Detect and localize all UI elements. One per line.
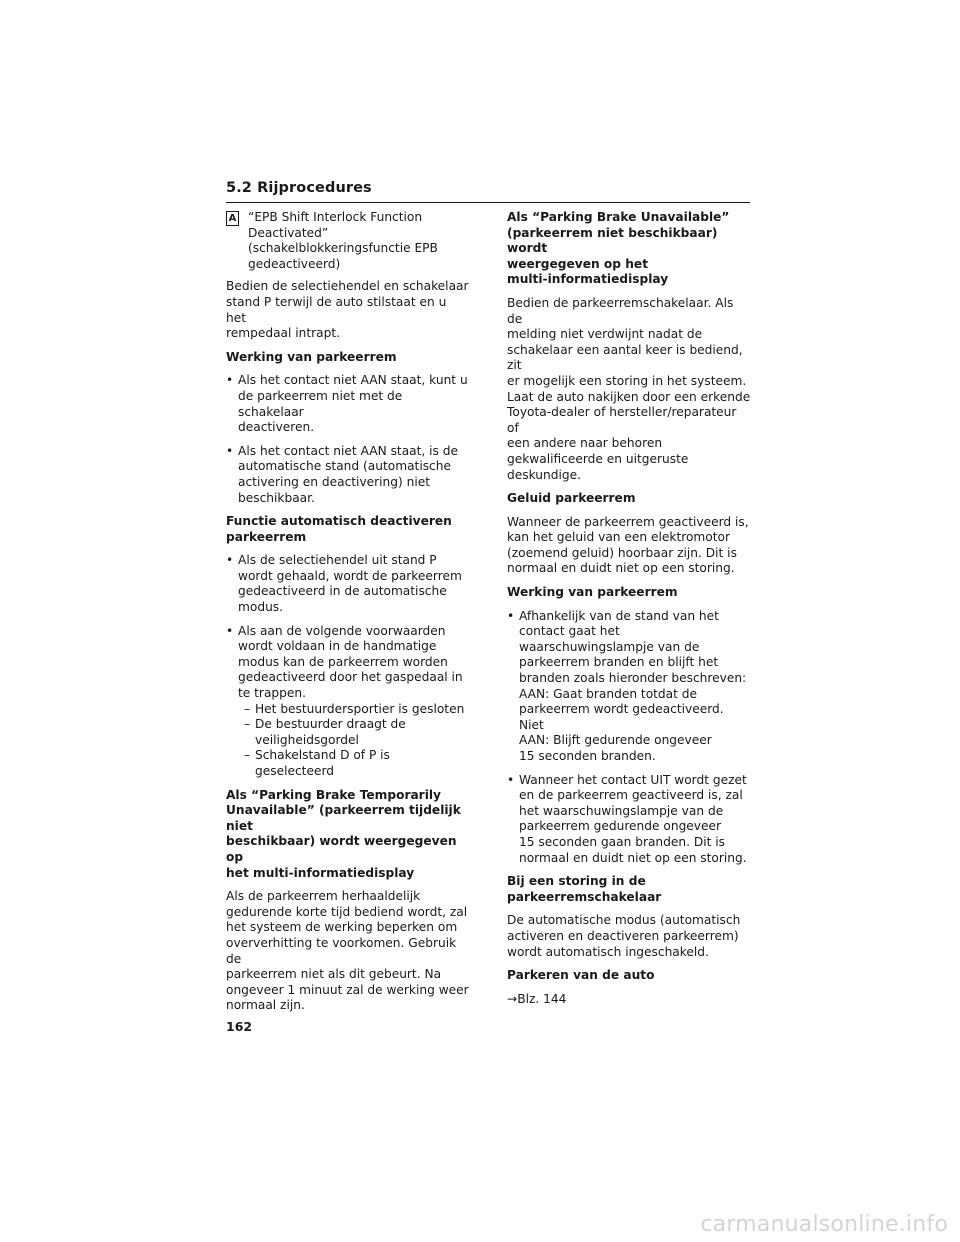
text-line: Schakelstand D of P is geselecteerd xyxy=(255,748,390,778)
text-line: weergegeven op het xyxy=(507,256,649,271)
text-line: gedeactiveerd in de automatische xyxy=(238,584,447,599)
text-line: beschikbaar. xyxy=(238,490,315,505)
sub-list-item xyxy=(244,748,470,779)
list-item xyxy=(226,553,470,615)
text-line: Als “Parking Brake Temporarily xyxy=(226,787,441,802)
text-line: de parkeerrem niet met de schakelaar xyxy=(238,388,403,419)
text-line: waarschuwingslampje van de xyxy=(519,639,700,654)
bullet-list-werking xyxy=(226,373,470,506)
text-line: parkeerrem gedurende ongeveer xyxy=(519,819,722,834)
text-line: veiligheidsgordel xyxy=(255,732,359,747)
text-line: (schakelblokkeringsfunctie EPB xyxy=(248,241,438,256)
section-header xyxy=(226,178,750,203)
text-line: multi-informatiedisplay xyxy=(507,272,669,287)
text-line: gekwalificeerde en uitgeruste xyxy=(507,451,689,466)
text-line: Bij een storing in de xyxy=(507,874,646,889)
text-line: parkeerrem wordt gedeactiveerd. Niet xyxy=(519,702,724,732)
text-line: kan het geluid van een elektromotor xyxy=(507,530,730,545)
page-number: 162 xyxy=(226,1019,253,1034)
text-line: ongeveer 1 minuut zal de werking weer xyxy=(226,982,469,997)
dash-icon: – xyxy=(244,701,251,716)
paragraph-herhaaldelijk xyxy=(226,889,470,1014)
text-line: Werking van parkeerrem xyxy=(226,349,397,364)
text-line: wordt automatisch ingeschakeld. xyxy=(507,944,709,959)
text-line: Als het contact niet AAN staat, kunt u xyxy=(238,373,468,388)
text-line: het systeem de werking beperken om xyxy=(226,920,458,935)
list-item xyxy=(226,444,470,506)
text-line: modus kan de parkeerrem worden xyxy=(238,654,448,669)
text-line: het waarschuwingslampje van de xyxy=(519,803,724,818)
list-item xyxy=(507,773,751,867)
bullet-icon: • xyxy=(226,443,234,458)
dash-icon: – xyxy=(244,748,251,763)
text-line: stand P terwijl de auto stilstaat en u het xyxy=(226,294,447,325)
text-line: Laat de auto nakijken door een erkende xyxy=(507,389,751,404)
text-line: modus. xyxy=(238,600,284,615)
text-line: deskundige. xyxy=(507,467,581,482)
text-line: wordt gehaald, wordt de parkeerrem xyxy=(238,568,462,583)
text-line: Bedien de selectiehendel en schakelaar xyxy=(226,279,469,294)
text-line: De bestuurder draagt de xyxy=(255,717,406,732)
text-line: De automatische modus (automatisch xyxy=(507,913,741,928)
text-line: gedeactiveerd) xyxy=(248,256,341,271)
text-line: parkeerrem xyxy=(226,529,307,544)
paragraph-automatische-modus xyxy=(507,913,751,960)
text-line: te trappen. xyxy=(238,686,306,701)
text-line: melding niet verdwijnt nadat de xyxy=(507,327,703,342)
text-line: activering en deactivering) niet xyxy=(238,474,431,489)
bullet-icon: • xyxy=(226,373,234,388)
text-line: Als het contact niet AAN staat, is de xyxy=(238,443,459,458)
text-line: AAN: Gaat branden totdat de xyxy=(519,686,698,701)
heading-werking-parkeerrem-2 xyxy=(507,585,751,601)
text-line: AAN: Blijft gedurende ongeveer xyxy=(519,733,712,748)
bullet-icon: • xyxy=(226,553,234,568)
text-line: Als aan de volgende voorwaarden xyxy=(238,623,446,638)
text-line: activeren en deactiveren parkeerrem) xyxy=(507,928,739,943)
text-line: parkeerrem branden en blijft het xyxy=(519,655,719,670)
text-line: normaal en duidt niet op een storing. xyxy=(519,850,747,865)
text-line: Bedien de parkeerremschakelaar. Als de xyxy=(507,295,734,326)
bullet-icon: • xyxy=(507,608,515,623)
text-line: Parkeren van de auto xyxy=(507,968,655,983)
text-line: (parkeerrem niet beschikbaar) wordt xyxy=(507,225,718,256)
text-line: automatische stand (automatische xyxy=(238,459,451,474)
text-line: rempedaal intrapt. xyxy=(226,326,341,341)
text-line: het multi-informatiedisplay xyxy=(226,865,415,880)
text-line: (zoemend geluid) hoorbaar zijn. Dit is xyxy=(507,545,737,560)
watermark: carmanualsonline.info xyxy=(700,1212,948,1237)
text-line: normaal en duidt niet op een storing. xyxy=(507,561,735,576)
text-line: Geluid parkeerrem xyxy=(507,491,636,506)
text-line: parkeerrem niet als dit gebeurt. Na xyxy=(226,967,442,982)
text-line: 15 seconden branden. xyxy=(519,749,656,763)
text-line: Toyota-dealer of hersteller/reparateur of xyxy=(507,405,737,435)
sub-list xyxy=(238,702,470,780)
text-line: er mogelijk een storing in het systeem. xyxy=(507,373,747,388)
text-line: Afhankelijk van de stand van het xyxy=(519,608,719,623)
heading-werking-parkeerrem xyxy=(226,350,470,366)
text-line: Deactivated” xyxy=(248,225,329,240)
bullet-icon: • xyxy=(226,623,234,638)
text-line: 15 seconden gaan branden. Dit is xyxy=(519,834,726,849)
paragraph-selectiehendel xyxy=(226,279,470,341)
bullet-icon: • xyxy=(507,772,515,787)
text-line: Als de parkeerrem herhaaldelijk xyxy=(226,889,421,904)
text-line: wordt voldaan in de handmatige xyxy=(238,639,437,654)
page-reference[interactable]: →Blz. 144 xyxy=(507,991,567,1006)
right-column xyxy=(507,210,751,1015)
text-line: Werking van parkeerrem xyxy=(507,585,678,600)
text-line: normaal zijn. xyxy=(226,998,305,1013)
page-reference-link[interactable] xyxy=(507,992,751,1008)
callout-text xyxy=(248,210,470,272)
text-line: Als de selectiehendel uit stand P xyxy=(238,553,437,568)
text-line: gedurende korte tijd bediend wordt, zal xyxy=(226,904,468,919)
sub-list-item xyxy=(244,702,470,718)
text-line: gedeactiveerd door het gaspedaal in xyxy=(238,670,463,685)
text-line: Als “Parking Brake Unavailable” xyxy=(507,210,730,224)
text-line: schakelaar een aantal keer is bediend, zit xyxy=(507,342,743,373)
heading-geluid xyxy=(507,491,751,507)
text-line: parkeerremschakelaar xyxy=(507,889,662,904)
heading-unavailable xyxy=(507,210,751,288)
left-column xyxy=(226,210,470,1022)
text-line: “EPB Shift Interlock Function xyxy=(248,210,423,224)
paragraph-geluid xyxy=(507,515,751,577)
sub-list-item xyxy=(244,717,470,748)
list-item xyxy=(226,624,470,780)
text-line: en de parkeerrem geactiveerd is, zal xyxy=(519,788,743,803)
bullet-list-deactiveren xyxy=(226,553,470,779)
text-line: branden zoals hieronder beschreven: xyxy=(519,671,747,686)
list-item xyxy=(226,373,470,435)
text-line: contact gaat het xyxy=(519,624,620,639)
bullet-list-waarschuwingslampje xyxy=(507,609,751,867)
text-line: een andere naar behoren xyxy=(507,436,663,451)
heading-parkeren xyxy=(507,968,751,984)
text-line: Wanneer het contact UIT wordt gezet xyxy=(519,772,747,787)
heading-temporarily-unavailable xyxy=(226,788,470,882)
callout-letter-a: A xyxy=(226,211,239,226)
text-line: oververhitting te voorkomen. Gebruik de xyxy=(226,935,457,966)
text-line: Het bestuurdersportier is gesloten xyxy=(255,701,465,716)
section-title: 5.2 Rijprocedures xyxy=(226,180,372,196)
dash-icon: – xyxy=(244,717,251,732)
list-item xyxy=(507,609,751,765)
text-line: Wanneer de parkeerrem geactiveerd is, xyxy=(507,514,749,529)
text-line: Unavailable” (parkeerrem tijdelijk niet xyxy=(226,803,461,833)
text-line: Functie automatisch deactiveren xyxy=(226,514,452,529)
paragraph-parkeerremschakelaar xyxy=(507,296,751,483)
callout-a xyxy=(226,210,470,272)
text-line: deactiveren. xyxy=(238,420,315,435)
text-line: beschikbaar) wordt weergegeven op xyxy=(226,834,457,864)
heading-automatisch-deactiveren xyxy=(226,514,470,545)
heading-storing-schakelaar xyxy=(507,874,751,905)
